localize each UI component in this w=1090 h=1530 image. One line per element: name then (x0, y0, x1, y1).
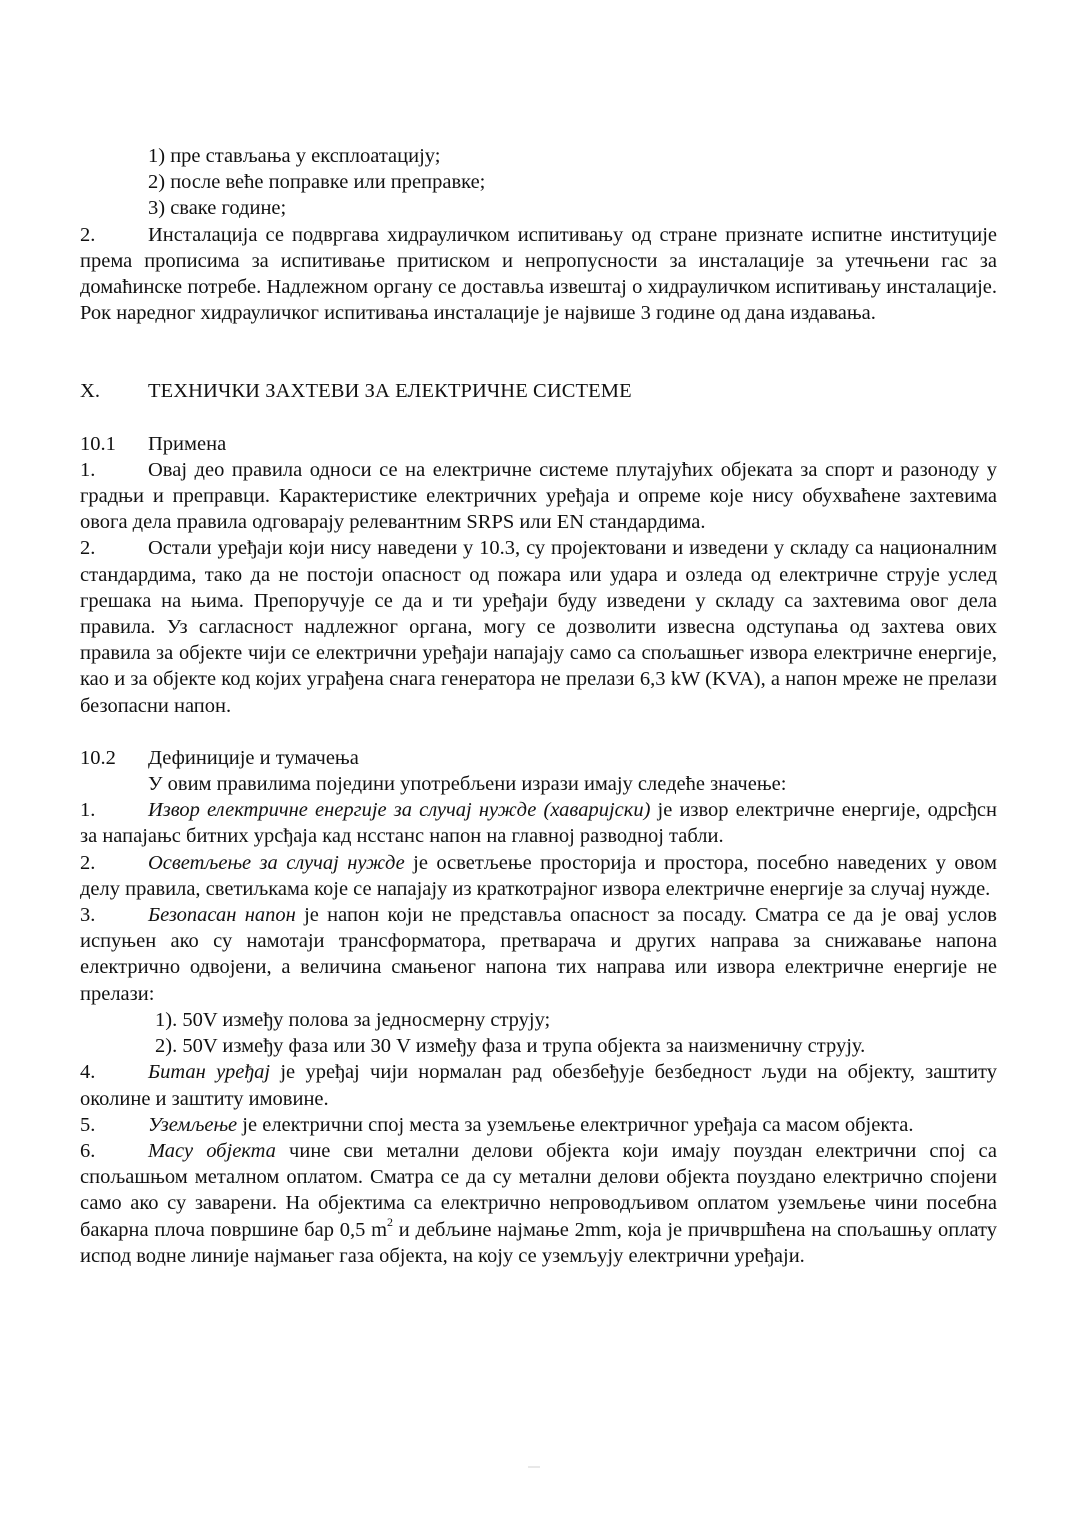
scan-artifact (528, 1466, 540, 1468)
definition-item (80, 1138, 997, 1269)
definition-item (80, 850, 997, 902)
application-paragraph-2 (80, 535, 997, 718)
subsection-title: Примена (148, 432, 227, 455)
application-paragraph-1 (80, 457, 997, 536)
definition-text: је електрични спој места за уземљење електричног уређаја са масом објекта. (237, 1113, 914, 1136)
subsection-10-2-title (80, 745, 997, 771)
definition-text: чине сви метални делови објекта који имају поуздан електрични спој са спољашњом металном оплатом. Сматра се да су метални делови објекта поуздано електрично спојени само ако су заварени. На објектима са електрично непроводљивом оплатом уземљење чини посебна бакарна плоча површине бар 0,5 m (80, 1139, 997, 1241)
superscript-exponent: 2 (387, 1214, 394, 1229)
subsection-title: Дефиниције и тумачења (148, 746, 359, 769)
definition-term: Масу објекта (148, 1139, 276, 1162)
definition-text: је осветљење просторија и простора, посебно наведених у овом делу правила, светиљкама које се напајају из краткотрајног извора електричне енергије за случај нужде. (80, 851, 997, 900)
list-item: 3) сваке године; (148, 197, 287, 220)
list-item: 1) пре стављања у експлоатацију; (148, 145, 441, 167)
definition-item (80, 902, 997, 1007)
paragraph-number: 4. (80, 1061, 96, 1084)
voltage-limit-item: 2). 50V између фаза или 30 V између фаза и трупа објекта за наизменичну струју. (155, 1035, 866, 1058)
paragraph-text: Остали уређаји који нису наведени у 10.3, су пројектовани и изведени у складу са националним стандардима, тако да не постоји опасност од пожара или удара и озледа од електричне струје услед грешака на њима. Препоручује се да и ти уређаји буду изведени у складу са захтевима овог дела правила. Уз сагласност надлежног органа, могу се дозволити извесна одступања од захтева ових правила за објекте чији се електрични уређаји напајају само са спољашњег извора електричне енергије, као и за објекте код којих уграђена снага генератора не прелази 6,3 kW (KVA), а напон мреже не прелази безопасни напон. (80, 537, 997, 717)
document-page (80, 143, 997, 1269)
paragraph-text: Инсталација се подвргава хидрауличком испитивању од стране признате испитне институције према прописима за испитивање притиском и непропусности за инсталације за утечњени гас за домаћинске потребе. Надлежном органу се доставља извештај о хидрауличком испитивању инсталације. Рок наредног хидрауличког испитивања инсталације је највише 3 године од дана издавања. (80, 223, 997, 325)
inspection-list (80, 143, 997, 222)
definition-text: и дебљине најмање 2mm, која је причвршћена на спољашњу оплату испод водне линије најмањег газа објекта, на коју се уземљују електрични уређаји. (80, 1218, 997, 1267)
definition-term: Безопасан напон (148, 904, 296, 927)
paragraph-text: Овај део правила односи се на електричне системе плутајућих објеката за спорт и разоноду у градњи и преправци. Карактеристике електричних уређаја и опреме које нису обухваћене захтевима овога дела правила одговарају релевантним SRPS или EN стандардима. (80, 458, 997, 534)
subsection-number: 10.1 (80, 432, 116, 455)
paragraph-number: 2. (80, 223, 96, 246)
paragraph-number: 2. (80, 851, 96, 874)
paragraph-number: 1. (80, 458, 96, 481)
hydraulic-test-paragraph (80, 222, 997, 327)
subsection-number: 10.2 (80, 746, 116, 769)
section-heading (80, 378, 997, 404)
paragraph-number: 5. (80, 1113, 96, 1136)
section-title: ТЕХНИЧКИ ЗАХТЕВИ ЗА ЕЛЕКТРИЧНЕ СИСТЕМЕ (148, 380, 632, 403)
definition-term: Осветљење за случај нужде (148, 851, 405, 874)
subsection-10-1-title (80, 431, 997, 457)
definition-item (80, 1112, 997, 1138)
definitions-intro: У овим правилима поједини употребљени изрази имају следеће значење: (148, 773, 787, 796)
definition-item (80, 1059, 997, 1111)
paragraph-number: 2. (80, 537, 96, 560)
paragraph-number: 6. (80, 1139, 96, 1162)
definition-text: је уређај чији нормалан рад обезбеђује безбедност људи на објекту, заштиту околине и заштиту имовине. (80, 1061, 997, 1110)
definition-term: Битан уређај (148, 1061, 271, 1084)
definition-term: Извор електричне енергије за случај нужде (хаваријски) (148, 799, 651, 822)
definition-term: Уземљење (148, 1113, 238, 1136)
section-number: X. (80, 380, 101, 403)
paragraph-number: 3. (80, 904, 96, 927)
list-item: 2) после веће поправке или преправке; (148, 171, 486, 194)
voltage-limit-item: 1). 50V између полова за једносмерну струју; (155, 1008, 551, 1031)
definition-text: је напон који не представља опасност за посаду. Сматра се да је овај услов испуњен ако су намотаји трансформатора, претварача и других направа за снижавање напона електрично одвојени, а величина смањеног напона тих направа или извора електричне енергије не прелази: (80, 904, 997, 1005)
paragraph-number: 1. (80, 799, 96, 822)
definition-text: је извор електричне енергије, одрсђсн за напајањс битних урсђаја кад нсстанс напон на главној разводној табли. (80, 799, 997, 848)
definition-item (80, 797, 997, 849)
